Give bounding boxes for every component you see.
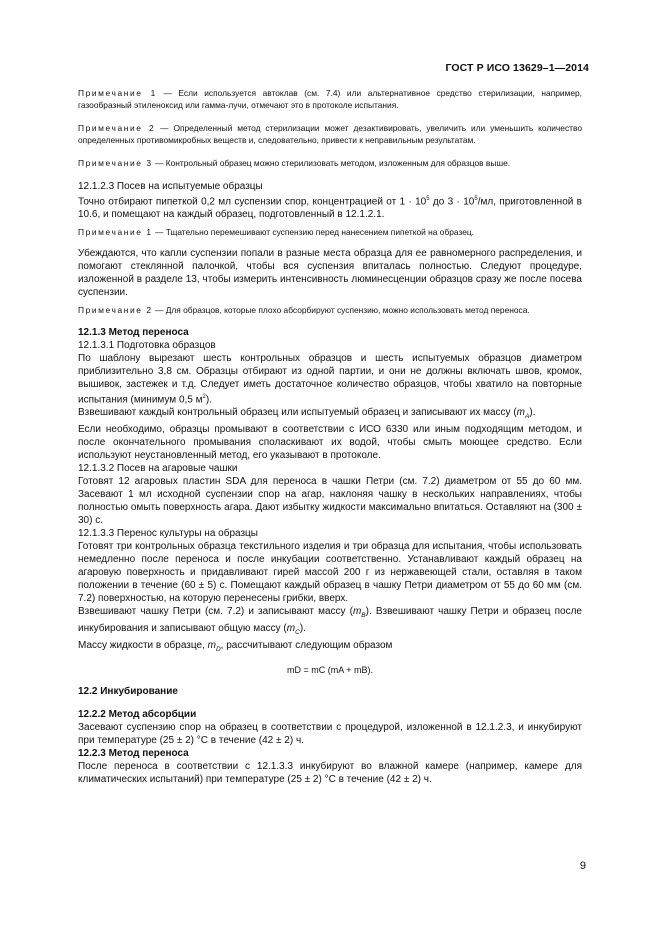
heading-12-2: 12.2 Инкубирование xyxy=(78,686,178,698)
paragraph-wash: Если необходимо, образцы промывают в соответствии с ИСО 6330 или иным подходящим методом, и после окончательного промывания споласкивают их водой, чтобы смыть моющее средство. Если используют неустановленный метод, его указывают в протоколе. xyxy=(78,424,582,462)
note-mix-suspension: Примечание 1 — Тщательно перемешивают суспензию перед нанесением пипеткой на образец. xyxy=(78,226,474,237)
section-12-1-3-2-title: 12.1.3.2 Посев на агаровые чашки xyxy=(78,463,238,475)
section-12-1-2-3-title: 12.1.2.3 Посев на испытуемые образцы xyxy=(78,180,263,192)
paragraph-transfer: Готовят три контрольных образца текстильного изделия и три образца для испытания, чтобы использовать немедленно после переноса и после инкубации соответственно. Устанавливают каждый образец на агаровую поверхность и придавливают гирей массой 200 г из нержавеющей стали, оставляя в таком положении в течение (60 ± 5) с. Помещают каждый образец в чашку Петри диаметром от 55 до 60 мм (см. 7.2) поверхностью, на которую перенесены грибки, вверх. xyxy=(78,541,582,605)
section-12-1-2-3-text: Точно отбирают пипеткой 0,2 мл суспензии спор, концентрацией от $1 \cdot 10^5$ до $3 \cdot 10^5/мл$, приготовленной в 10.6, и помещают на каждый образец, подготовленный в 12.1.2.1. xyxy=(78,195,582,220)
paragraph-absorption: Засевают суспензию спор на образец в соответствии с процедурой, изложенной в 12.1.2.3, и инкубируют при температуре (25 ± 2) °С в течение (42 ± 2) ч. xyxy=(78,722,582,747)
paragraph-transfer-incubation: После переноса в соответствии с 12.1.3.3 инкубируют во влажной камере (например, камере для климатических испытаний) при температуре (25 ± 2) °С в течение (42 ± 2) ч. xyxy=(78,761,582,786)
heading-12-1-3: 12.1.3 Метод переноса xyxy=(78,326,189,338)
note-sterilization-1: Примечание 1 — Если используется автоклав (см. 7.4) или альтернативное средство стерилизации, например, газообразный этиленоксид или гамма-лучи, отмечают это в протоколе испытания. xyxy=(78,88,582,110)
paragraph-drops: Убеждаются, что капли суспензии попали в разные места образца для ее равномерного распределения, и помогают стеклянной палочкой, чтобы вся суспензия впиталась полностью. Следуют процедуре, изложенной в разделе 13, чтобы измерить интенсивность люминесценции образцов сразу же после посева суспензии. xyxy=(78,248,582,299)
paragraph-petri-weigh: Взвешивают чашку Петри (см. 7.2) и записывают массу $(m_B)$. Взвешивают чашку Петри и образец после инкубирования и записывают общую массу $(m_C)$. xyxy=(78,606,582,637)
heading-12-2-2: 12.2.2 Метод абсорбции xyxy=(78,709,197,721)
note-sterilization-2: Примечание 2 — Определенный метод стерилизации может дезактивировать, увеличить или уменьшить количество определенных противомикробных веществ и, следовательно, привести к неправильным результатам. xyxy=(78,123,582,145)
note-transfer-method: Примечание 2 — Для образцов, которые плохо абсорбируют суспензию, можно использовать метод переноса. xyxy=(78,305,530,316)
document-body xyxy=(78,88,582,786)
section-12-1-3-1-title: 12.1.3.1 Подготовка образцов xyxy=(78,339,216,351)
page-number: 9 xyxy=(579,860,586,872)
heading-12-2-3: 12.2.3 Метод переноса xyxy=(78,748,189,760)
paragraph-weigh: Взвешивают каждый контрольный образец или испытуемый образец и записывают их массу $(m_A)$. xyxy=(78,407,536,421)
paragraph-mass: Массу жидкости в образце, $m_D$, рассчитывают следующим образом xyxy=(78,640,393,654)
document-header: ГОСТ Р ИСО 13629–1—2014 xyxy=(445,62,589,74)
paragraph-agar: Готовят 12 агаровых пластин SDA для переноса в чашки Петри (см. 7.2) диаметром от 55 до 60 мм. Засевают 1 мл исходной суспензии спор на агар, наклоняя чашку в нескольких направлениях, чтобы полностью омыть поверхность агара. Дают избытку жидкости максимально впитаться. Оставляют на (300 ± 30) с. xyxy=(78,476,582,527)
paragraph-sample-prep: По шаблону вырезают шесть контрольных образцов и шесть испытуемых образцов диаметром приблизительно 3,8 см. Образцы отбирают из одной партии, и они не должны включать швов, кромок, вышивок, застежек и т.д. Следует иметь достаточное количество образцов, чтобы хватило на повторные испытания (минимум 0,5 $м^2$). xyxy=(78,352,582,406)
formula-mass: mD = mC (mA + mB). xyxy=(286,665,373,676)
note-sterilization-3: Примечание 3 — Контрольный образец можно стерилизовать методом, изложенным для образцов выше. xyxy=(78,158,511,168)
section-12-1-3-3-title: 12.1.3.3 Перенос культуры на образцы xyxy=(78,528,258,540)
